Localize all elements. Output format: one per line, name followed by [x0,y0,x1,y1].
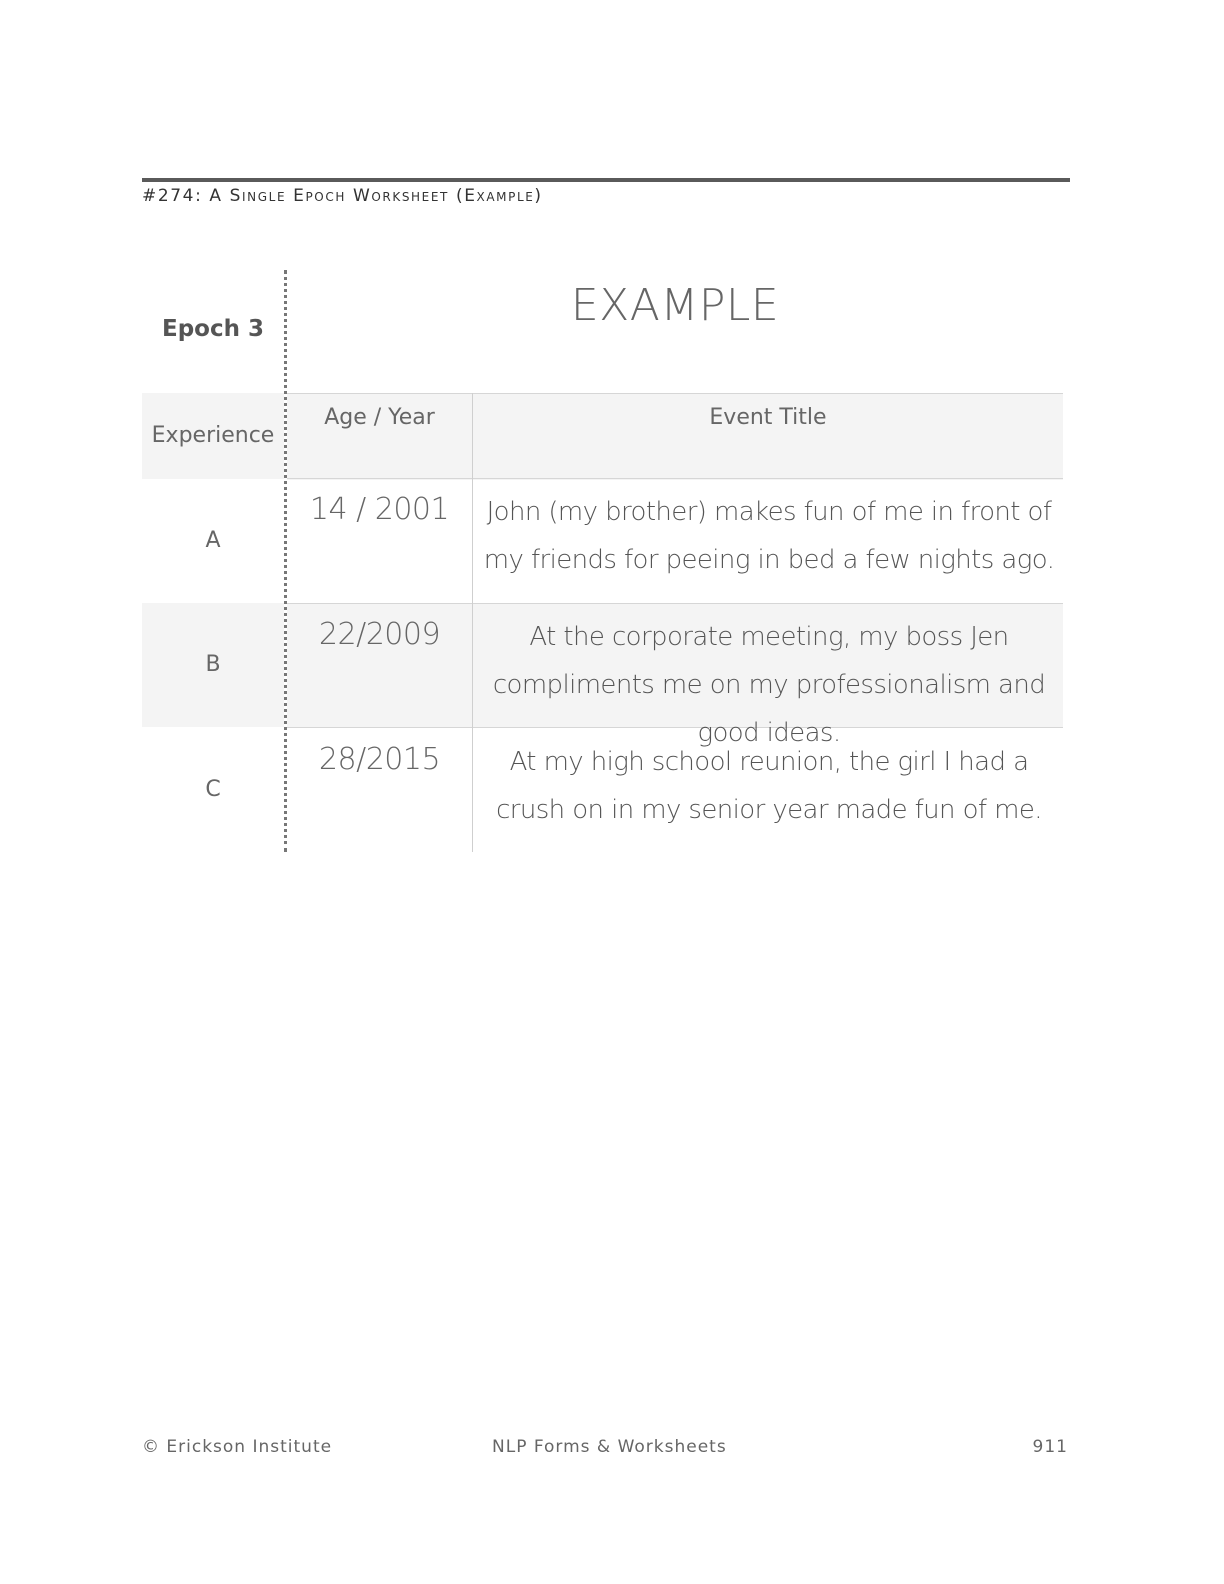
epoch-label: Epoch 3 [162,316,264,342]
page-title: #274: A Single Epoch Worksheet (Example) [142,186,543,206]
example-watermark: EXAMPLE [570,280,780,331]
footer-book-title: NLP Forms & Worksheets [492,1437,727,1457]
row-letter: A [205,528,221,553]
row-event-title: At the corporate meeting, my boss Jen compliments me on my professionalism and good ideas. [492,622,1046,748]
row-letter: C [205,777,221,802]
row-age-year: 22/2009 [318,617,441,652]
column-header-experience: Experience [151,423,275,448]
column-separator [472,393,473,852]
column-header-event-title: Event Title [709,405,827,430]
row-divider [287,478,1063,479]
row-age-year: 28/2015 [318,742,441,777]
row-divider [287,603,1063,604]
row-event-title: John (my brother) makes fun of me in front of my friends for peeing in bed a few nights ago. [483,497,1055,575]
row-age-year: 14 / 2001 [309,492,450,527]
header-rule [142,178,1070,182]
column-header-age-year: Age / Year [324,405,435,430]
footer-copyright: © Erickson Institute [142,1437,333,1457]
page-number: 911 [1032,1437,1068,1457]
row-event-title: At my high school reunion, the girl I had a crush on in my senior year made fun of me. [496,747,1042,825]
row-letter: B [205,652,221,677]
